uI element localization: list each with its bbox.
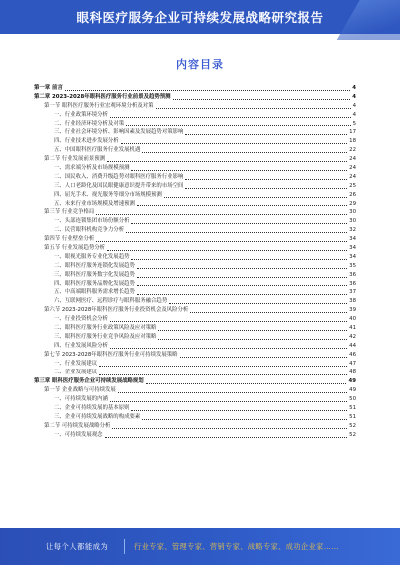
toc-entry-text: 一、行业政策环境分析: [54, 111, 108, 118]
toc-page-number: 34: [349, 253, 356, 260]
footer-banner: [0, 528, 400, 565]
toc-page-number: 4: [352, 84, 356, 91]
toc-page-number: 22: [349, 147, 356, 154]
toc-leader-dots: [131, 406, 347, 411]
toc-entry-text: 第二节 行业发展前景预测: [44, 156, 106, 163]
toc-page-number: 46: [349, 351, 356, 358]
toc-leader-dots: [185, 130, 347, 135]
toc-entry-text: 一、头部连锁集团市场份额分析: [54, 218, 130, 225]
table-of-contents: [34, 84, 356, 440]
toc-page-number: 24: [349, 165, 356, 171]
report-header: [0, 0, 400, 34]
toc-entry[interactable]: [34, 111, 356, 120]
toc-leader-dots: [137, 201, 347, 206]
toc-entry-text: 二、国民收入、消费升级趋势对眼科医疗服务行业影响: [54, 173, 184, 180]
toc-entry[interactable]: [34, 93, 356, 102]
toc-leader-dots: [105, 433, 348, 438]
toc-page-number: 5: [352, 120, 356, 127]
toc-leader-dots: [126, 228, 347, 233]
toc-entry[interactable]: [34, 191, 356, 200]
toc-entry-text: 二、行业经济环境分析及对策: [54, 120, 125, 127]
toc-leader-dots: [99, 362, 347, 367]
toc-entry-text: 第二节 可持续发展战略分析: [44, 422, 111, 429]
toc-leader-dots: [131, 255, 347, 260]
toc-leader-dots: [137, 290, 347, 295]
toc-leader-dots: [118, 388, 347, 393]
toc-entry[interactable]: [34, 288, 356, 297]
toc-page-number: 30: [349, 218, 356, 225]
toc-entry[interactable]: [34, 315, 356, 324]
toc-entry[interactable]: [34, 413, 356, 422]
toc-leader-dots: [185, 175, 347, 180]
toc-entry[interactable]: [34, 128, 356, 137]
toc-page-number: 30: [349, 209, 356, 216]
toc-entry-text: 五、中高端眼科服务需求增长趋势: [54, 289, 135, 296]
toc-page-number: 26: [349, 191, 356, 198]
toc-leader-dots: [110, 317, 347, 322]
toc-entry-text: 第七节 2023-2028年眼科医疗服务行业可持续发展策略: [44, 351, 178, 358]
toc-leader-dots: [158, 335, 347, 340]
toc-entry[interactable]: [34, 404, 356, 413]
toc-entry[interactable]: [34, 235, 356, 244]
toc-entry-text: 一、行业投资机会分析: [54, 316, 108, 323]
toc-entry-text: 四、屈光手术、视光服务等细分市场规模预测: [54, 191, 162, 198]
toc-entry[interactable]: [34, 351, 356, 360]
toc-entry-text: 一、可持续发展观念: [54, 431, 103, 438]
toc-page-number: 38: [349, 298, 356, 305]
toc-entry-text: 第五节 行业发展趋势分析: [44, 245, 106, 252]
toc-page-number: 32: [349, 227, 356, 234]
report-title: 眼科医疗服务企业可持续发展战略研究报告: [76, 10, 324, 25]
toc-entry-text: 三、人口老龄化及国民眼健康意识提升带来的市场空间: [54, 182, 184, 189]
toc-entry[interactable]: [34, 208, 356, 217]
toc-entry[interactable]: [34, 342, 356, 351]
toc-page-number: 18: [349, 138, 356, 145]
toc-page-number: 47: [349, 360, 356, 367]
toc-entry-text: 四、行业发展风险分析: [54, 342, 108, 349]
toc-entry[interactable]: [34, 386, 356, 395]
toc-entry-text: 二、眼科医疗服务连锁化发展趋势: [54, 262, 135, 269]
toc-entry-text: 第一节 企业战略与可持续发展: [44, 387, 116, 394]
toc-entry[interactable]: [34, 155, 356, 164]
toc-entry-text: 第一章 前言: [34, 84, 63, 91]
toc-page-number: 4: [352, 111, 356, 118]
toc-entry-text: 二、企业可持续发展的基本原则: [54, 405, 130, 412]
toc-heading: 内容目录: [176, 58, 224, 71]
toc-entry-text: 三、企业可持续发展战略的构成要素: [54, 413, 141, 420]
toc-entry[interactable]: [34, 297, 356, 306]
toc-page-number: 42: [349, 333, 356, 340]
toc-leader-dots: [156, 104, 351, 109]
toc-leader-dots: [126, 121, 350, 126]
toc-page-number: 39: [349, 307, 356, 314]
toc-leader-dots: [131, 166, 347, 171]
toc-leader-dots: [131, 219, 347, 224]
toc-page-number: 49: [348, 378, 356, 385]
toc-entry-text: 第三章 眼科医疗服务企业可持续发展战略规划: [34, 378, 144, 385]
toc-entry-text: 二、眼科医疗服务行业政策风险及应对策略: [54, 325, 157, 332]
toc-leader-dots: [142, 148, 347, 153]
toc-leader-dots: [107, 246, 347, 251]
toc-leader-dots: [107, 157, 347, 162]
toc-entry[interactable]: [34, 84, 356, 93]
toc-entry[interactable]: [34, 200, 356, 209]
toc-entry-text: 三、眼科医疗服务行业竞争风险及应对策略: [54, 333, 157, 340]
toc-entry-text: 三、行业社会环境分析、影响因素及发展趋势对策影响: [54, 129, 184, 136]
toc-page-number: 36: [349, 280, 356, 287]
toc-page-number: 49: [349, 387, 356, 394]
toc-entry-text: 五、未来行业市场规模及增速预测: [54, 200, 135, 207]
toc-page-number: 48: [349, 369, 356, 376]
toc-page-number: 37: [349, 289, 356, 296]
toc-page-number: 51: [349, 405, 356, 412]
toc-leader-dots: [121, 139, 347, 144]
toc-entry[interactable]: [34, 431, 356, 440]
footer-slogan-right: 行业专家、管理专家、营销专家、战略专家、成功企业家……: [134, 542, 339, 551]
toc-entry-text: 一、需求端分析及市场规模预测: [54, 165, 130, 171]
toc-entry[interactable]: [34, 137, 356, 146]
toc-entry[interactable]: [34, 102, 356, 111]
toc-entry[interactable]: [34, 182, 356, 191]
toc-leader-dots: [96, 237, 347, 242]
toc-page-number: 40: [349, 316, 356, 323]
toc-entry-text: 二、民营眼科机构竞争力分析: [54, 227, 125, 234]
toc-page-number: 4: [352, 102, 356, 109]
toc-page-number: 50: [349, 396, 356, 403]
toc-page-number: 4: [352, 93, 356, 100]
toc-entry-text: 五、中国眼科医疗服务行业发展机遇: [54, 147, 141, 154]
toc-entry-text: 四、行业技术进步发展分析: [54, 138, 119, 145]
toc-entry[interactable]: [34, 306, 356, 315]
toc-page-number: 25: [349, 182, 356, 189]
toc-page-number: 52: [349, 422, 356, 429]
toc-leader-dots: [164, 193, 347, 198]
toc-entry[interactable]: [34, 146, 356, 155]
toc-entry[interactable]: [34, 253, 356, 262]
toc-entry[interactable]: [34, 422, 356, 431]
toc-page-number: 17: [349, 129, 356, 136]
toc-entry-text: 第三节 行业竞争格局: [44, 209, 95, 216]
toc-entry-text: 一、眼视光服务专业化发展趋势: [54, 253, 130, 260]
toc-entry[interactable]: [34, 333, 356, 342]
toc-leader-dots: [110, 344, 347, 349]
toc-page-number: 44: [349, 342, 356, 349]
toc-leader-dots: [112, 424, 347, 429]
toc-entry[interactable]: [34, 377, 356, 386]
footer-divider: [124, 539, 125, 554]
toc-entry-text: 第四节 行业壁垒分析: [44, 236, 95, 243]
toc-entry[interactable]: [34, 120, 356, 129]
toc-page-number: 41: [349, 325, 356, 332]
toc-entry[interactable]: [34, 164, 356, 173]
toc-entry-text: 六、互联网医疗、远程诊疗与眼科服务融合趋势: [54, 298, 168, 305]
toc-page-number: 34: [349, 245, 356, 252]
toc-entry[interactable]: [34, 226, 356, 235]
toc-entry-text: 第六节 2023-2028年眼科医疗服务行业投资机会及风险分析: [44, 307, 189, 314]
toc-leader-dots: [96, 210, 347, 215]
toc-entry[interactable]: [34, 217, 356, 226]
toc-entry-text: 二、企业发展建议: [54, 369, 98, 376]
toc-leader-dots: [190, 308, 347, 313]
toc-leader-dots: [65, 86, 350, 91]
toc-page-number: 24: [349, 156, 356, 163]
toc-entry-text: 一、可持续发展的内涵: [54, 396, 108, 403]
toc-page-number: 35: [349, 262, 356, 269]
toc-entry[interactable]: [34, 244, 356, 253]
toc-entry[interactable]: [34, 324, 356, 333]
toc-entry[interactable]: [34, 395, 356, 404]
toc-entry[interactable]: [34, 271, 356, 280]
footer-slogan-left: 让每个人都能成为: [46, 542, 109, 551]
toc-entry[interactable]: [34, 360, 356, 369]
toc-entry-text: 第二章 2023-2028年眼科医疗服务行业前景及趋势预测: [34, 93, 171, 100]
toc-entry[interactable]: [34, 173, 356, 182]
toc-leader-dots: [142, 415, 347, 420]
toc-entry-text: 三、眼科医疗服务数字化发展趋势: [54, 271, 135, 278]
toc-page-number: 34: [349, 236, 356, 243]
toc-entry[interactable]: [34, 262, 356, 271]
toc-leader-dots: [173, 95, 351, 100]
toc-leader-dots: [110, 113, 351, 118]
toc-entry-text: 第一节 眼科医疗服务行业宏观环境分析及对策: [44, 102, 154, 109]
toc-leader-dots: [146, 379, 347, 384]
toc-leader-dots: [99, 370, 347, 375]
toc-leader-dots: [110, 397, 347, 402]
toc-page-number: 36: [349, 271, 356, 278]
toc-entry-text: 一、行业发展建议: [54, 360, 98, 367]
toc-page-number: 51: [349, 413, 356, 420]
toc-leader-dots: [158, 326, 347, 331]
toc-leader-dots: [185, 184, 347, 189]
toc-leader-dots: [137, 273, 347, 278]
toc-entry[interactable]: [34, 280, 356, 289]
toc-page-number: 24: [349, 173, 356, 180]
toc-leader-dots: [137, 264, 347, 269]
toc-leader-dots: [180, 353, 348, 358]
toc-entry[interactable]: [34, 369, 356, 378]
toc-entry-text: 四、眼科医疗服务品牌化发展趋势: [54, 280, 135, 287]
toc-leader-dots: [137, 281, 347, 286]
toc-page-number: 29: [349, 200, 356, 207]
toc-page-number: 52: [349, 431, 356, 438]
toc-leader-dots: [169, 299, 347, 304]
